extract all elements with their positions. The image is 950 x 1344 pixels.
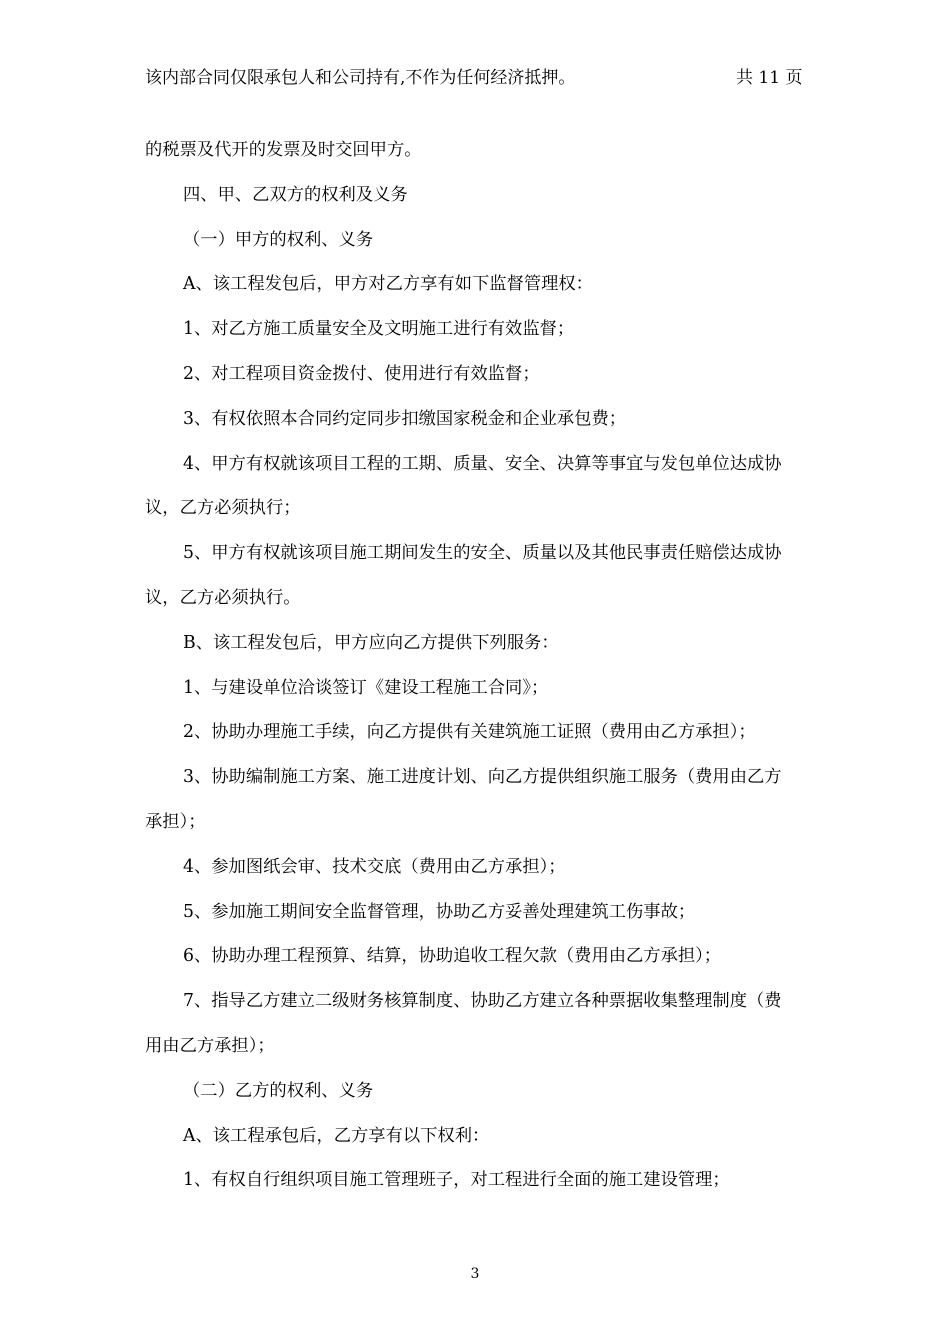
clause-heading: A、该工程承包后，乙方享有以下权利：	[183, 1125, 490, 1146]
header-page-count: 共 11 页	[736, 68, 803, 88]
page-header	[145, 66, 803, 90]
list-item-continuation: 承担）；	[145, 811, 206, 832]
list-item-continuation: 用由乙方承担）；	[145, 1035, 275, 1056]
list-item: 5、参加施工期间安全监督管理，协助乙方妥善处理建筑工伤事故；	[183, 901, 696, 922]
list-item: 5、甲方有权就该项目施工期间发生的安全、质量以及其他民事责任赔偿达成协	[183, 543, 782, 564]
list-item: 3、协助编制施工方案、施工进度计划、向乙方提供组织施工服务（费用由乙方	[183, 767, 782, 788]
clause-heading: A、该工程发包后，甲方对乙方享有如下监督管理权：	[183, 274, 593, 295]
list-item: 2、对工程项目资金拨付、使用进行有效监督；	[183, 363, 540, 384]
document-body	[145, 128, 841, 1203]
list-item: 7、指导乙方建立二级财务核算制度、协助乙方建立各种票据收集整理制度（费	[183, 991, 782, 1012]
subsection-heading: （一）甲方的权利、义务	[183, 229, 374, 250]
header-notice: 该内部合同仅限承包人和公司持有,不作为任何经济抵押。	[145, 68, 576, 88]
list-item: 1、与建设单位洽谈签订《建设工程施工合同》；	[183, 677, 549, 698]
list-item-continuation: 议，乙方必须执行。	[145, 587, 301, 608]
list-item: 1、有权自行组织项目施工管理班子，对工程进行全面的施工建设管理；	[183, 1170, 730, 1191]
list-item: 4、参加图纸会审、技术交底（费用由乙方承担）；	[183, 856, 566, 877]
list-item-continuation: 议，乙方必须执行；	[145, 498, 301, 519]
list-item: 6、协助办理工程预算、结算，协助追收工程欠款（费用由乙方承担）；	[183, 946, 722, 967]
section-heading: 四、甲、乙双方的权利及义务	[183, 184, 408, 205]
paragraph-continuation: 的税票及代开的发票及时交回甲方。	[145, 140, 422, 160]
subsection-heading: （二）乙方的权利、义务	[183, 1080, 374, 1101]
list-item: 3、有权依照本合同约定同步扣缴国家税金和企业承包费；	[183, 408, 627, 429]
clause-heading: B、该工程发包后，甲方应向乙方提供下列服务：	[183, 632, 559, 653]
list-item: 2、协助办理施工手续，向乙方提供有关建筑施工证照（费用由乙方承担）；	[183, 722, 756, 743]
page-number: 3	[470, 1266, 480, 1282]
list-item: 4、甲方有权就该项目工程的工期、质量、安全、决算等事宜与发包单位达成协	[183, 453, 782, 474]
list-item: 1、对乙方施工质量安全及文明施工进行有效监督；	[183, 319, 575, 340]
